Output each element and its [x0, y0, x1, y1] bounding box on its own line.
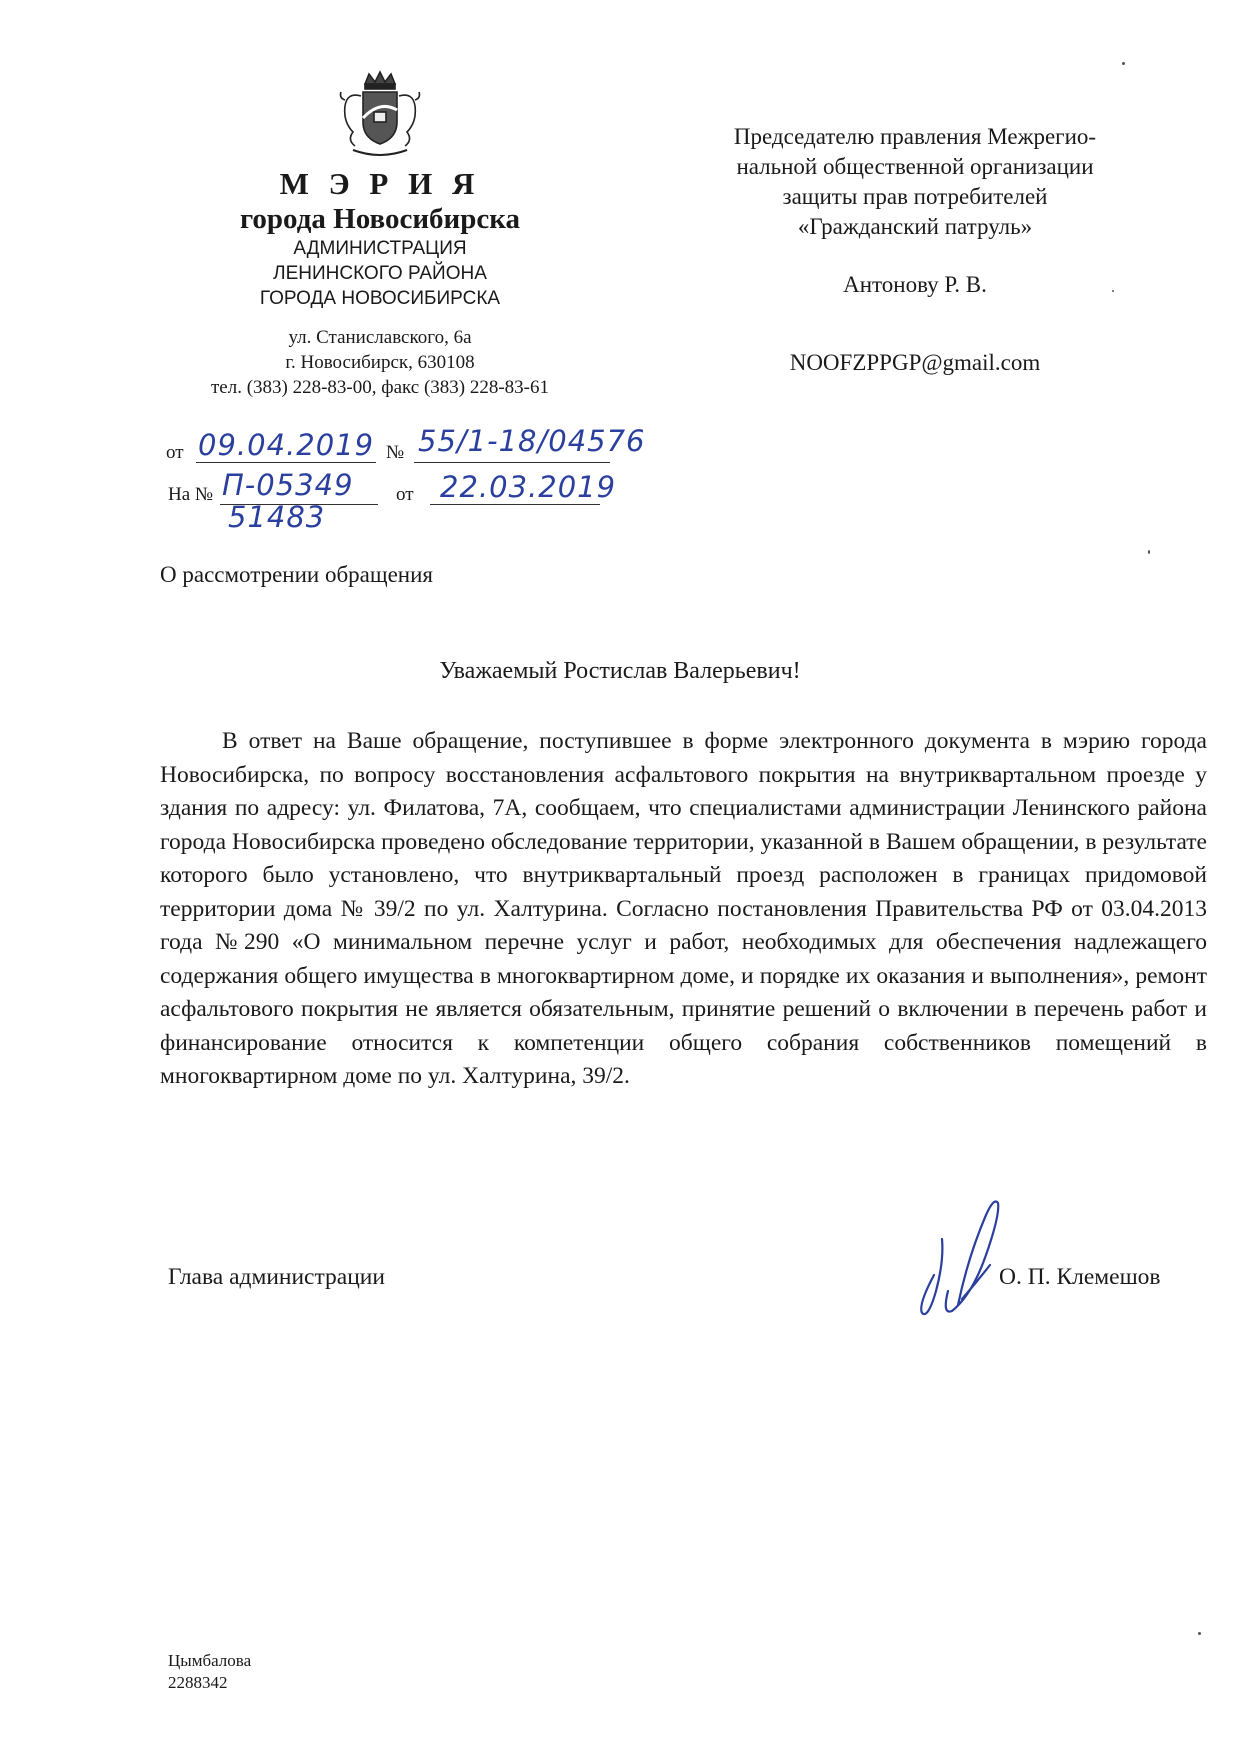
scan-speck — [1112, 290, 1114, 292]
number-underline — [414, 462, 610, 463]
reply-number: П-05349 — [222, 468, 354, 502]
sender-title: М Э Р И Я — [279, 166, 481, 201]
recipient-line-3: защиты прав потребителей — [782, 184, 1048, 209]
from-label: от — [166, 442, 184, 463]
signatory-name: О. П. Клемешов — [999, 1264, 1161, 1290]
signature-title: Глава администрации — [168, 1264, 385, 1290]
greeting: Уважаемый Ростислав Валерьевич! — [439, 658, 801, 684]
registration-number: 55/1-18/04576 — [418, 424, 646, 458]
reply-label: На № — [168, 484, 214, 505]
date-underline — [196, 462, 376, 463]
executor-phone: 2288342 — [168, 1673, 228, 1692]
registration-date: 09.04.2019 — [198, 428, 375, 462]
reply-from-label: от — [396, 484, 414, 505]
executor-name: Цымбалова — [168, 1651, 252, 1670]
reply-number-2: 51483 — [228, 500, 326, 534]
sender-city: города Новосибирска — [239, 203, 521, 235]
handwritten-signature — [912, 1195, 1022, 1325]
scan-speck — [1148, 550, 1150, 554]
address-line-2: г. Новосибирск, 630108 — [285, 352, 475, 373]
reply-date-underline — [430, 504, 600, 505]
recipient-line-1: Председателю правления Межрегио- — [733, 124, 1097, 149]
executor-block — [168, 1650, 251, 1694]
phone-fax-line: тел. (383) 228-83-00, факс (383) 228-83-61 — [210, 377, 550, 398]
scan-speck — [1198, 1632, 1201, 1635]
letter-body: В ответ на Ваше обращение, поступившее в форме электронного документа в мэрию города Новосибирска, по вопросу восстановления асфальтового покрытия на внутриквартальном проезде у здания по адресу: ул. Филатова, 7А, сообщаем, что специалистами администрации Ленинского района города Новосибирска проведено обследование территории, указанной в Вашем обращении, в результате которого было установлено, что внутриквартальный проезд расположен в границах придомовой территории дома № 39/2 по ул. Халтурина. Согласно постановления Правительства РФ от 03.04.2013 года №290 «О минимальном перечне услуг и работ, необходимых для обеспечения надлежащего содержания общего имущества в многоквартирном доме, и порядке их оказания и выполнения», ремонт асфальтового покрытия не является обязательным, принятие решений о включении в перечень работ и финансирование относится к компетенции общего собрания собственников помещений в многоквартирном доме по ул. Халтурина, 39/2. — [160, 728, 1207, 1089]
recipient-name: Антонову Р. В. — [843, 272, 987, 297]
address-line-1: ул. Станиславского, 6а — [288, 327, 472, 348]
recipient-email: NOOFZPPGP@gmail.com — [789, 350, 1041, 375]
admin-line-3: ГОРОДА НОВОСИБИРСКА — [259, 288, 501, 309]
scan-speck — [1122, 62, 1125, 65]
city-coat-of-arms-icon — [325, 70, 435, 160]
recipient-line-2: нальной общественной организации — [736, 154, 1094, 179]
letter-subject: О рассмотрении обращения — [160, 562, 433, 587]
recipient-block — [680, 122, 1150, 378]
recipient-line-4: «Гражданский патруль» — [797, 214, 1033, 239]
admin-line-2: ЛЕНИНСКОГО РАЙОНА — [273, 263, 487, 284]
sender-block — [160, 70, 600, 400]
number-label: № — [386, 442, 405, 463]
reply-date: 22.03.2019 — [440, 470, 617, 504]
admin-line-1: АДМИНИСТРАЦИЯ — [293, 238, 467, 259]
